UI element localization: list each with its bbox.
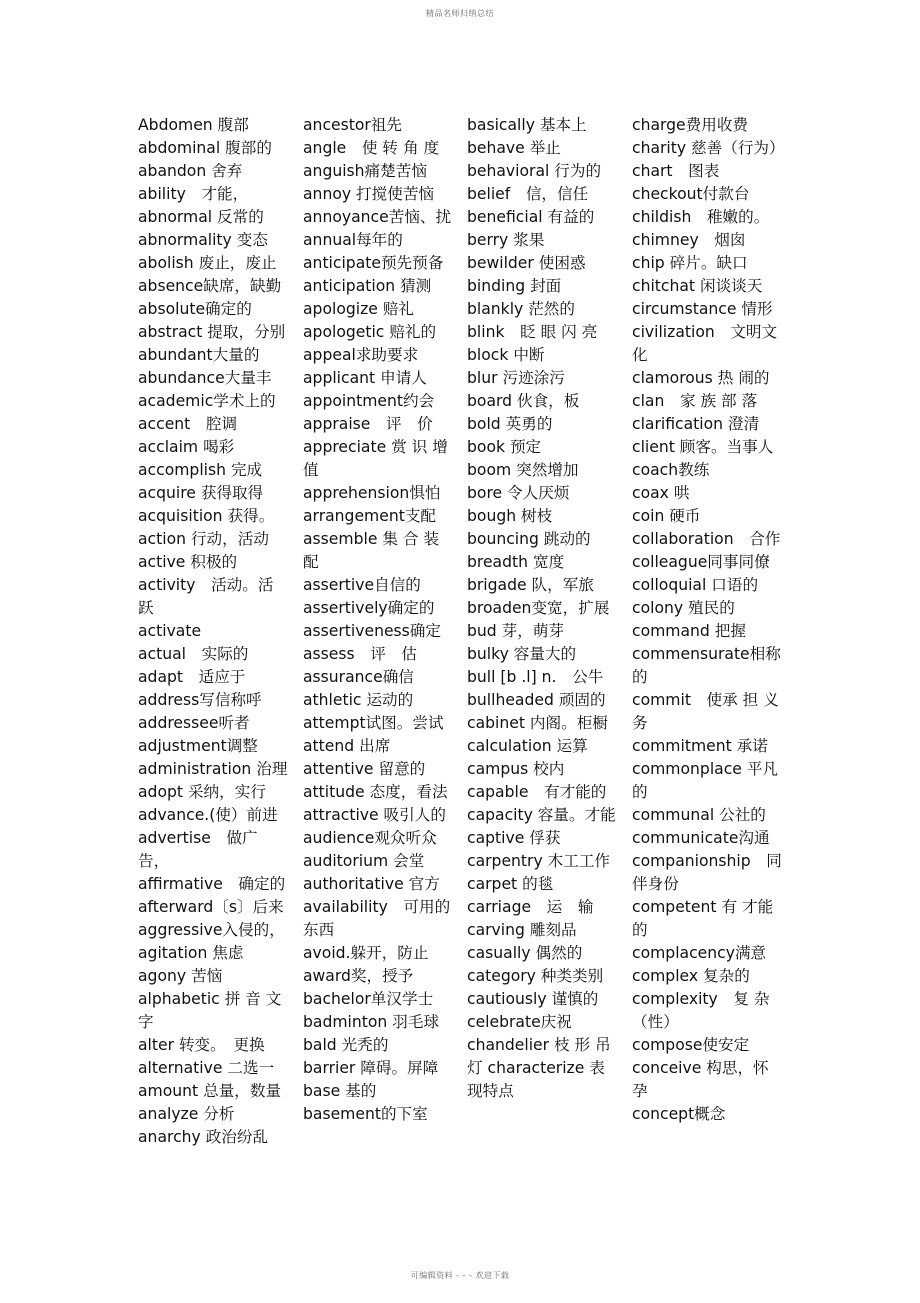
vocab-entry: bewilder 使困惑: [467, 254, 586, 272]
vocab-entry: afterward〔s〕后来: [138, 898, 284, 916]
vocab-entry: cabinet 内阁。柜橱: [467, 714, 608, 732]
vocab-entry: anticipation 猜测: [303, 277, 432, 295]
vocab-entry: compose使安定: [632, 1036, 750, 1054]
vocab-entry: childish 稚嫩的。: [632, 208, 770, 226]
vocab-entry: clan 家 族 部 落: [632, 392, 758, 410]
vocab-entry: clarification 澄清: [632, 415, 760, 433]
vocab-entry: abstract 提取，分别: [138, 323, 286, 341]
vocab-entry: apprehension惧怕: [303, 484, 441, 502]
vocab-entry: adjustment调整: [138, 737, 258, 755]
vocab-entry: board 伙食，板: [467, 392, 580, 410]
vocab-entry: conceive 构思，怀孕: [632, 1059, 769, 1100]
vocab-entry: casually 偶然的: [467, 944, 583, 962]
vocab-entry: action 行动，活动: [138, 530, 269, 548]
vocab-entry: collaboration 合作: [632, 530, 781, 548]
vocab-entry: active 积极的: [138, 553, 238, 571]
vocab-entry: annoyance苦恼、扰: [303, 208, 452, 226]
vocab-entry: binding 封面: [467, 277, 562, 295]
vocab-entry: bald 光秃的: [303, 1036, 389, 1054]
vocab-entry: addressee听者: [138, 714, 250, 732]
vocab-entry: chandelier 枝 形 吊灯 characterize 表现特点: [467, 1036, 611, 1100]
vocab-entry: colleague同事同僚: [632, 553, 770, 571]
vocab-entry: anguish痛楚苦恼: [303, 162, 427, 180]
vocab-entry: boom 突然增加: [467, 461, 579, 479]
vocab-entry: abundant大量的: [138, 346, 260, 364]
vocab-entry: abundance大量丰: [138, 369, 272, 387]
vocab-entry: coin 硬币: [632, 507, 701, 525]
vocab-entry: cautiously 谨慎的: [467, 990, 599, 1008]
vocab-entry: badminton 羽毛球: [303, 1013, 440, 1031]
vocab-entry: acquisition 获得。: [138, 507, 275, 525]
vocab-entry: analyze 分析: [138, 1105, 235, 1123]
vocab-entry: carving 雕刻品: [467, 921, 577, 939]
vocab-entry: attractive 吸引人的: [303, 806, 446, 824]
vocab-entry: aggressive入侵的，: [138, 921, 285, 939]
vocab-entry: accomplish 完成: [138, 461, 263, 479]
vocab-entry: advertise 做广告，: [138, 829, 258, 870]
vocab-entry: assertiveness确定: [303, 622, 441, 640]
vocab-entry: availability 可用的东西: [303, 898, 451, 939]
vocab-entry: circumstance 情形: [632, 300, 773, 318]
vocab-entry: assertive自信的: [303, 576, 421, 594]
vocab-entry: chip 碎片。缺口: [632, 254, 748, 272]
vocab-entry: berry 浆果: [467, 231, 545, 249]
vocab-entry: alter 转变。 更换: [138, 1036, 265, 1054]
vocab-entry: avoid.躲开，防止: [303, 944, 429, 962]
vocab-entry: attempt试图。尝试: [303, 714, 444, 732]
vocab-entry: audience观众听众: [303, 829, 437, 847]
vocab-entry: chimney 烟囱: [632, 231, 746, 249]
vocab-entry: carriage 运 输: [467, 898, 594, 916]
vocab-entry: base 基的: [303, 1082, 377, 1100]
vocab-entry: abnormality 变态: [138, 231, 268, 249]
vocab-entry: blur 污迹涂污: [467, 369, 565, 387]
vocab-entry: alternative 二选一: [138, 1059, 275, 1077]
vocab-entry: belief 信，信任: [467, 185, 589, 203]
vocab-entry: colloquial 口语的: [632, 576, 759, 594]
vocab-entry: coax 哄: [632, 484, 690, 502]
vocab-entry: complacency满意: [632, 944, 767, 962]
vocab-entry: angle 使 转 角 度: [303, 139, 440, 157]
vocab-entry: behave 举止: [467, 139, 561, 157]
vocab-entry: adapt 适应于: [138, 668, 246, 686]
vocab-entry: attitude 态度，看法: [303, 783, 448, 801]
vocab-entry: appointment约会: [303, 392, 435, 410]
vocab-entry: apologize 赔礼: [303, 300, 415, 318]
vocab-entry: commit 使承 担 义务: [632, 691, 779, 732]
vocab-column-4: [632, 114, 785, 1126]
vocab-entry: bud 芽，萌芽: [467, 622, 565, 640]
vocab-entry: anarchy 政治纷乱: [138, 1128, 269, 1146]
vocab-entry: concept概念: [632, 1105, 726, 1123]
vocab-entry: bouncing 跳动的: [467, 530, 591, 548]
vocab-entry: appraise 评 价: [303, 415, 433, 433]
vocab-entry: appreciate 赏 识 增值: [303, 438, 448, 479]
vocab-entry: appeal求助要求: [303, 346, 419, 364]
vocab-entry: charge费用收费: [632, 116, 749, 134]
page-header: 精品名师归纳总结: [426, 9, 494, 18]
vocab-entry: competent 有 才能的: [632, 898, 774, 939]
vocab-entry: attend 出席: [303, 737, 391, 755]
vocab-entry: communal 公社的: [632, 806, 766, 824]
vocab-entry: accent 腔调: [138, 415, 238, 433]
vocab-entry: colony 殖民的: [632, 599, 735, 617]
vocab-entry: bough 树枝: [467, 507, 553, 525]
vocab-entry: assess 评 估: [303, 645, 418, 663]
vocab-entry: category 种类类别: [467, 967, 604, 985]
vocab-entry: advance.(使）前进: [138, 806, 278, 824]
vocab-entry: authoritative 官方: [303, 875, 440, 893]
vocab-entry: actual 实际的: [138, 645, 249, 663]
vocab-entry: Abdomen 腹部: [138, 116, 249, 134]
vocab-entry: assemble 集 合 装配: [303, 530, 440, 571]
vocab-entry: commonplace 平凡的: [632, 760, 779, 801]
vocab-entry: athletic 运动的: [303, 691, 414, 709]
vocab-entry: agitation 焦虑: [138, 944, 244, 962]
vocab-entry: chitchat 闲谈谈天: [632, 277, 763, 295]
vocab-entry: auditorium 会堂: [303, 852, 425, 870]
vocab-entry: block 中断: [467, 346, 545, 364]
vocab-entry: command 把握: [632, 622, 746, 640]
vocab-entry: amount 总量，数量: [138, 1082, 282, 1100]
vocab-entry: attentive 留意的: [303, 760, 426, 778]
vocab-entry: chart 图表: [632, 162, 720, 180]
vocab-entry: capable 有才能的: [467, 783, 607, 801]
vocab-entry: alphabetic 拼 音 文字: [138, 990, 282, 1031]
vocab-entry: beneficial 有益的: [467, 208, 595, 226]
page-footer: 可编辑资料 - - - 欢迎下载: [410, 1271, 510, 1280]
vocab-entry: blankly 茫然的: [467, 300, 575, 318]
vocab-entry: blink 眨 眼 闪 亮: [467, 323, 598, 341]
vocab-entry: adopt 采纳，实行: [138, 783, 266, 801]
vocab-entry: commensurate相称的: [632, 645, 781, 686]
vocab-entry: abolish 废止，废止: [138, 254, 277, 272]
vocab-entry: academic学术上的: [138, 392, 276, 410]
vocab-entry: calculation 运算: [467, 737, 588, 755]
vocab-entry: book 预定: [467, 438, 542, 456]
vocab-column-2: [303, 114, 453, 1126]
vocab-entry: companionship 同伴身份: [632, 852, 782, 893]
vocab-entry: behavioral 行为的: [467, 162, 602, 180]
vocab-entry: checkout付款台: [632, 185, 750, 203]
vocab-entry: abdominal 腹部的: [138, 139, 272, 157]
vocab-entry: basically 基本上: [467, 116, 587, 134]
vocab-column-3: [467, 114, 617, 1103]
vocab-entry: complex 复杂的: [632, 967, 750, 985]
vocab-entry: client 顾客。当事人: [632, 438, 774, 456]
vocab-entry: campus 校内: [467, 760, 565, 778]
vocab-entry: arrangement支配: [303, 507, 437, 525]
vocab-entry: barrier 障碍。屏障: [303, 1059, 439, 1077]
vocab-entry: captive 俘获: [467, 829, 561, 847]
vocab-entry: abnormal 反常的: [138, 208, 264, 226]
vocab-entry: communicate沟通: [632, 829, 770, 847]
vocab-column-1: [138, 114, 288, 1149]
vocab-entry: capacity 容量。才能: [467, 806, 616, 824]
vocab-entry: acquire 获得取得: [138, 484, 264, 502]
vocab-entry: breadth 宽度: [467, 553, 565, 571]
vocab-entry: commitment 承诺: [632, 737, 768, 755]
vocab-entry: carpet 的毯: [467, 875, 554, 893]
vocab-entry: assertively确定的: [303, 599, 435, 617]
vocab-entry: bachelor单汉学士: [303, 990, 434, 1008]
vocab-entry: bold 英勇的: [467, 415, 553, 433]
vocab-entry: anticipate预先预备: [303, 254, 444, 272]
vocab-entry: civilization 文明文化: [632, 323, 778, 364]
vocab-entry: complexity 复 杂（性）: [632, 990, 770, 1031]
vocab-entry: apologetic 赔礼的: [303, 323, 437, 341]
vocab-entry: administration 治理: [138, 760, 288, 778]
vocab-entry: address写信称呼: [138, 691, 262, 709]
vocab-entry: carpentry 木工工作: [467, 852, 611, 870]
vocab-entry: bore 令人厌烦: [467, 484, 570, 502]
vocab-entry: charity 慈善（行为）: [632, 139, 785, 157]
vocab-entry: ability 才能，: [138, 185, 249, 203]
vocab-entry: applicant 申请人: [303, 369, 427, 387]
vocab-entry: coach教练: [632, 461, 710, 479]
vocab-entry: bullheaded 顽固的: [467, 691, 606, 709]
vocab-entry: celebrate庆祝: [467, 1013, 572, 1031]
vocab-entry: award奖，授予: [303, 967, 414, 985]
vocab-entry: annoy 打搅使苦恼: [303, 185, 435, 203]
vocab-entry: broaden变宽，扩展: [467, 599, 610, 617]
vocab-entry: assurance确信: [303, 668, 414, 686]
vocab-entry: abandon 舍弃: [138, 162, 243, 180]
vocab-entry: absolute确定的: [138, 300, 252, 318]
vocab-entry: bull [b .l] n. 公牛: [467, 668, 604, 686]
vocab-entry: acclaim 喝彩: [138, 438, 235, 456]
vocab-entry: brigade 队，军旅: [467, 576, 594, 594]
vocab-entry: bulky 容量大的: [467, 645, 577, 663]
vocab-entry: activity 活动。活跃: [138, 576, 274, 617]
vocab-entry: basement的下室: [303, 1105, 428, 1123]
vocab-entry: ancestor祖先: [303, 116, 402, 134]
vocab-entry: affirmative 确定的: [138, 875, 286, 893]
vocab-entry: agony 苦恼: [138, 967, 223, 985]
vocab-entry: absence缺席，缺勤: [138, 277, 282, 295]
vocab-entry: clamorous 热 闹的: [632, 369, 770, 387]
vocab-entry: activate: [138, 622, 202, 640]
vocab-entry: annual每年的: [303, 231, 403, 249]
